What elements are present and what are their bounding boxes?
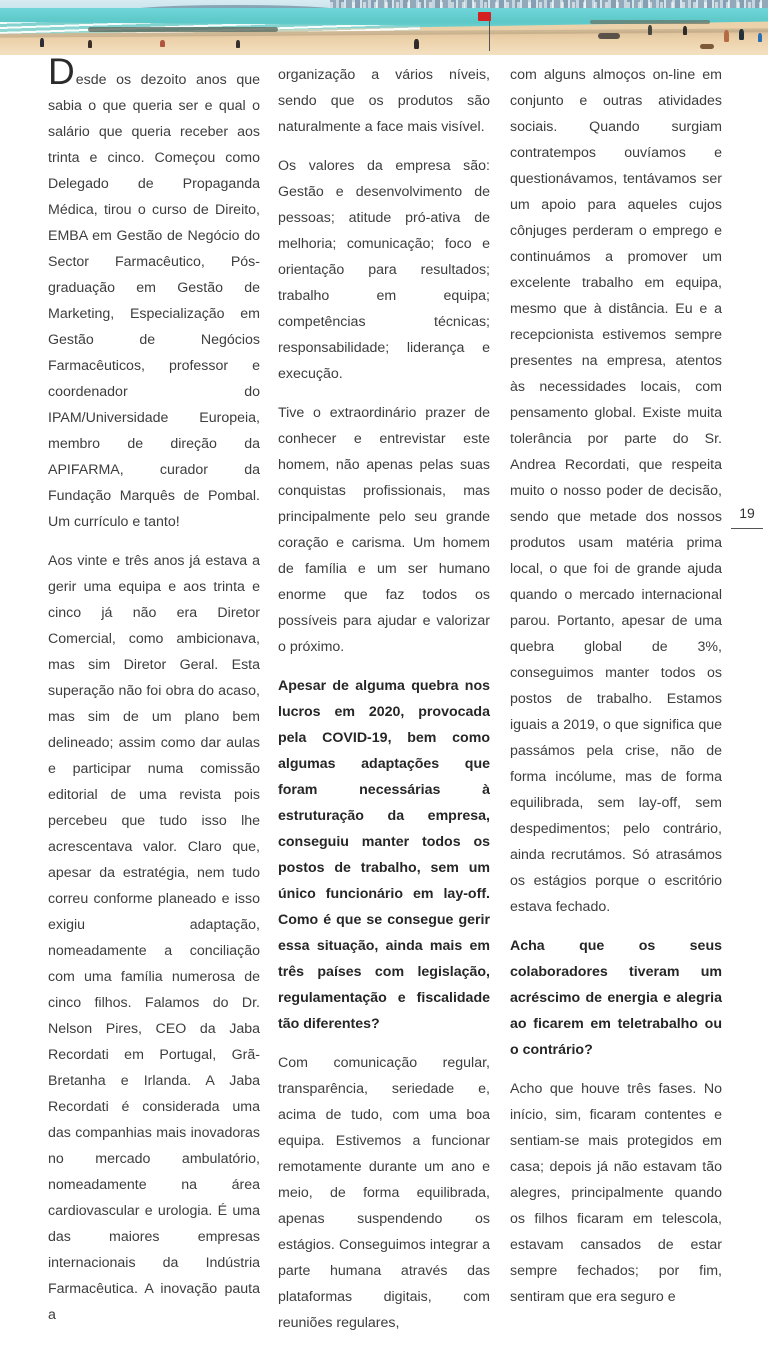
text-column-2 bbox=[278, 62, 490, 1349]
beach-bikes bbox=[598, 33, 620, 39]
interview-question-paragraph: Apesar de alguma quebra nos lucros em 2020, provocada pela COVID-19, bem como algumas adaptações que foram necessárias à estruturação da empresa, conseguiu manter todos os postos de trabalho, sem um único funcionário em lay-off. Como é que se consegue gerir essa situação, ainda mais em três países com legislação, regulamentação e fiscalidade tão diferentes? bbox=[278, 678, 490, 1032]
text-column-3 bbox=[510, 62, 722, 1323]
page-number: 19 bbox=[731, 505, 763, 529]
beach-person bbox=[648, 25, 652, 35]
body-paragraph: Com comunicação regular, transparência, seriedade e, acima de tudo, com uma boa equipa. Estivemos a funcionar remotamente durante um ano e meio, de forma equilibrada, apenas suspendendo os estágios. Conseguimos integrar a parte humana através das plataformas digitais, com reuniões regulares, bbox=[278, 1055, 490, 1331]
text-column-1 bbox=[48, 51, 260, 1341]
body-paragraph: com alguns almoços on-line em conjunto e outras atividades sociais. Quando surgiam contratempos ouvíamos e questionávamos, tentávamos ser um apoio para aqueles cujos cônjuges perderam o emprego e continuámos a promover um excelente trabalho em equipa, mesmo que à distância. Eu e a recepcionista estivemos sempre presentes na empresa, atentos às necessidades locais, com pensamento global. Existe muita tolerância por parte do Sr. Andrea Recordati, que respeita muito o nosso poder de decisão, sendo que metade dos nossos produtos usam matéria prima local, o que foi de grande ajuda quando o mercado internacional parou. Portanto, apesar de uma quebra global de 3%, conseguimos manter todos os postos de trabalho. Estamos iguais a 2019, o que significa que passámos pela crise, não de forma incólume, mas de forma equilibrada, sem lay-off, sem despedimentos; pelo contrário, ainda recrutámos. Só atrasámos os estágios porque o escritório estava fechado. bbox=[510, 67, 722, 915]
rocks bbox=[590, 20, 710, 24]
beach-person bbox=[758, 33, 762, 42]
body-paragraph: organização a vários níveis, sendo que os produtos são naturalmente a face mais visível. bbox=[278, 67, 490, 135]
body-paragraph: Os valores da empresa são: Gestão e desenvolvimento de pessoas; atitude pró-ativa de melhoria; comunicação; foco e orientação para resultados; trabalho em equipa; competências técnicas; responsabilidade; liderança e execução. bbox=[278, 158, 490, 382]
beach-person bbox=[414, 39, 419, 49]
interview-question-paragraph: Acha que os seus colaboradores tiveram um acréscimo de energia e alegria ao ficarem em teletrabalho ou o contrário? bbox=[510, 938, 722, 1058]
beach-person bbox=[683, 26, 687, 35]
beach-person bbox=[724, 30, 729, 42]
beach-person bbox=[236, 40, 240, 48]
beach-person bbox=[739, 29, 744, 40]
beach-person bbox=[160, 40, 165, 47]
beach-person bbox=[88, 40, 92, 48]
body-paragraph: Desde os dezoito anos que sabia o que queria ser e qual o salário que queria receber aos trinta e cinco. Começou como Delegado de Propaganda Médica, tirou o curso de Direito, EMBA em Gestão de Negócio do Sector Farmacêutico, Pós-graduação em Gestão de Marketing, Especialização em Gestão de Negócios Farmacêuticos, professor e coordenador do IPAM/Universidade Europeia, membro de direção da APIFARMA, curador da Fundação Marquês de Pombal. Um currículo e tanto! bbox=[48, 51, 260, 530]
body-paragraph: Tive o extraordinário prazer de conhecer e entrevistar este homem, não apenas pelas suas conquistas profissionais, mas principalmente pelo seu grande coração e carisma. Um homem de família e um ser humano enorme que faz todos os possíveis para ajudar e valorizar o próximo. bbox=[278, 405, 490, 655]
body-paragraph: Acho que houve três fases. No início, sim, ficaram contentes e sentiam-se mais protegidos em casa; depois já não estavam tão alegres, principalmente quando os filhos ficaram em telescola, estavam cansados de estar sempre fechados; por fim, sentiram que era seguro e bbox=[510, 1081, 722, 1305]
body-paragraph: Aos vinte e três anos já estava a gerir uma equipa e aos trinta e cinco já não era Diretor Comercial, como ambicionava, mas sim Diretor Geral. Esta superação não foi obra do acaso, mas sim de um plano bem delineado; assim como dar aulas e participar numa comissão editorial de uma revista pois percebeu que tudo isso lhe acrescentava valor. Claro que, apesar da estratégia, nem tudo correu conforme planeado e isso exigiu adaptação, nomeadamente a conciliação com uma família numerosa de cinco filhos. Falamos do Dr. Nelson Pires, CEO da Jaba Recordati em Portugal, Grã-Bretanha e Irlanda. A Jaba Recordati é considerada uma das companhias mais inovadoras no mercado ambulatório, nomeadamente na área cardiovascular e urologia. É uma das maiores empresas internacionais da Indústria Farmacêutica. A inovação pauta a bbox=[48, 553, 260, 1323]
beach-person-lying bbox=[700, 44, 714, 49]
beach-person bbox=[40, 38, 44, 47]
beach-header-photo bbox=[0, 0, 768, 55]
red-flag-icon bbox=[478, 12, 491, 21]
dropcap-letter: D bbox=[48, 51, 76, 92]
city-skyline-highlights bbox=[330, 2, 768, 9]
